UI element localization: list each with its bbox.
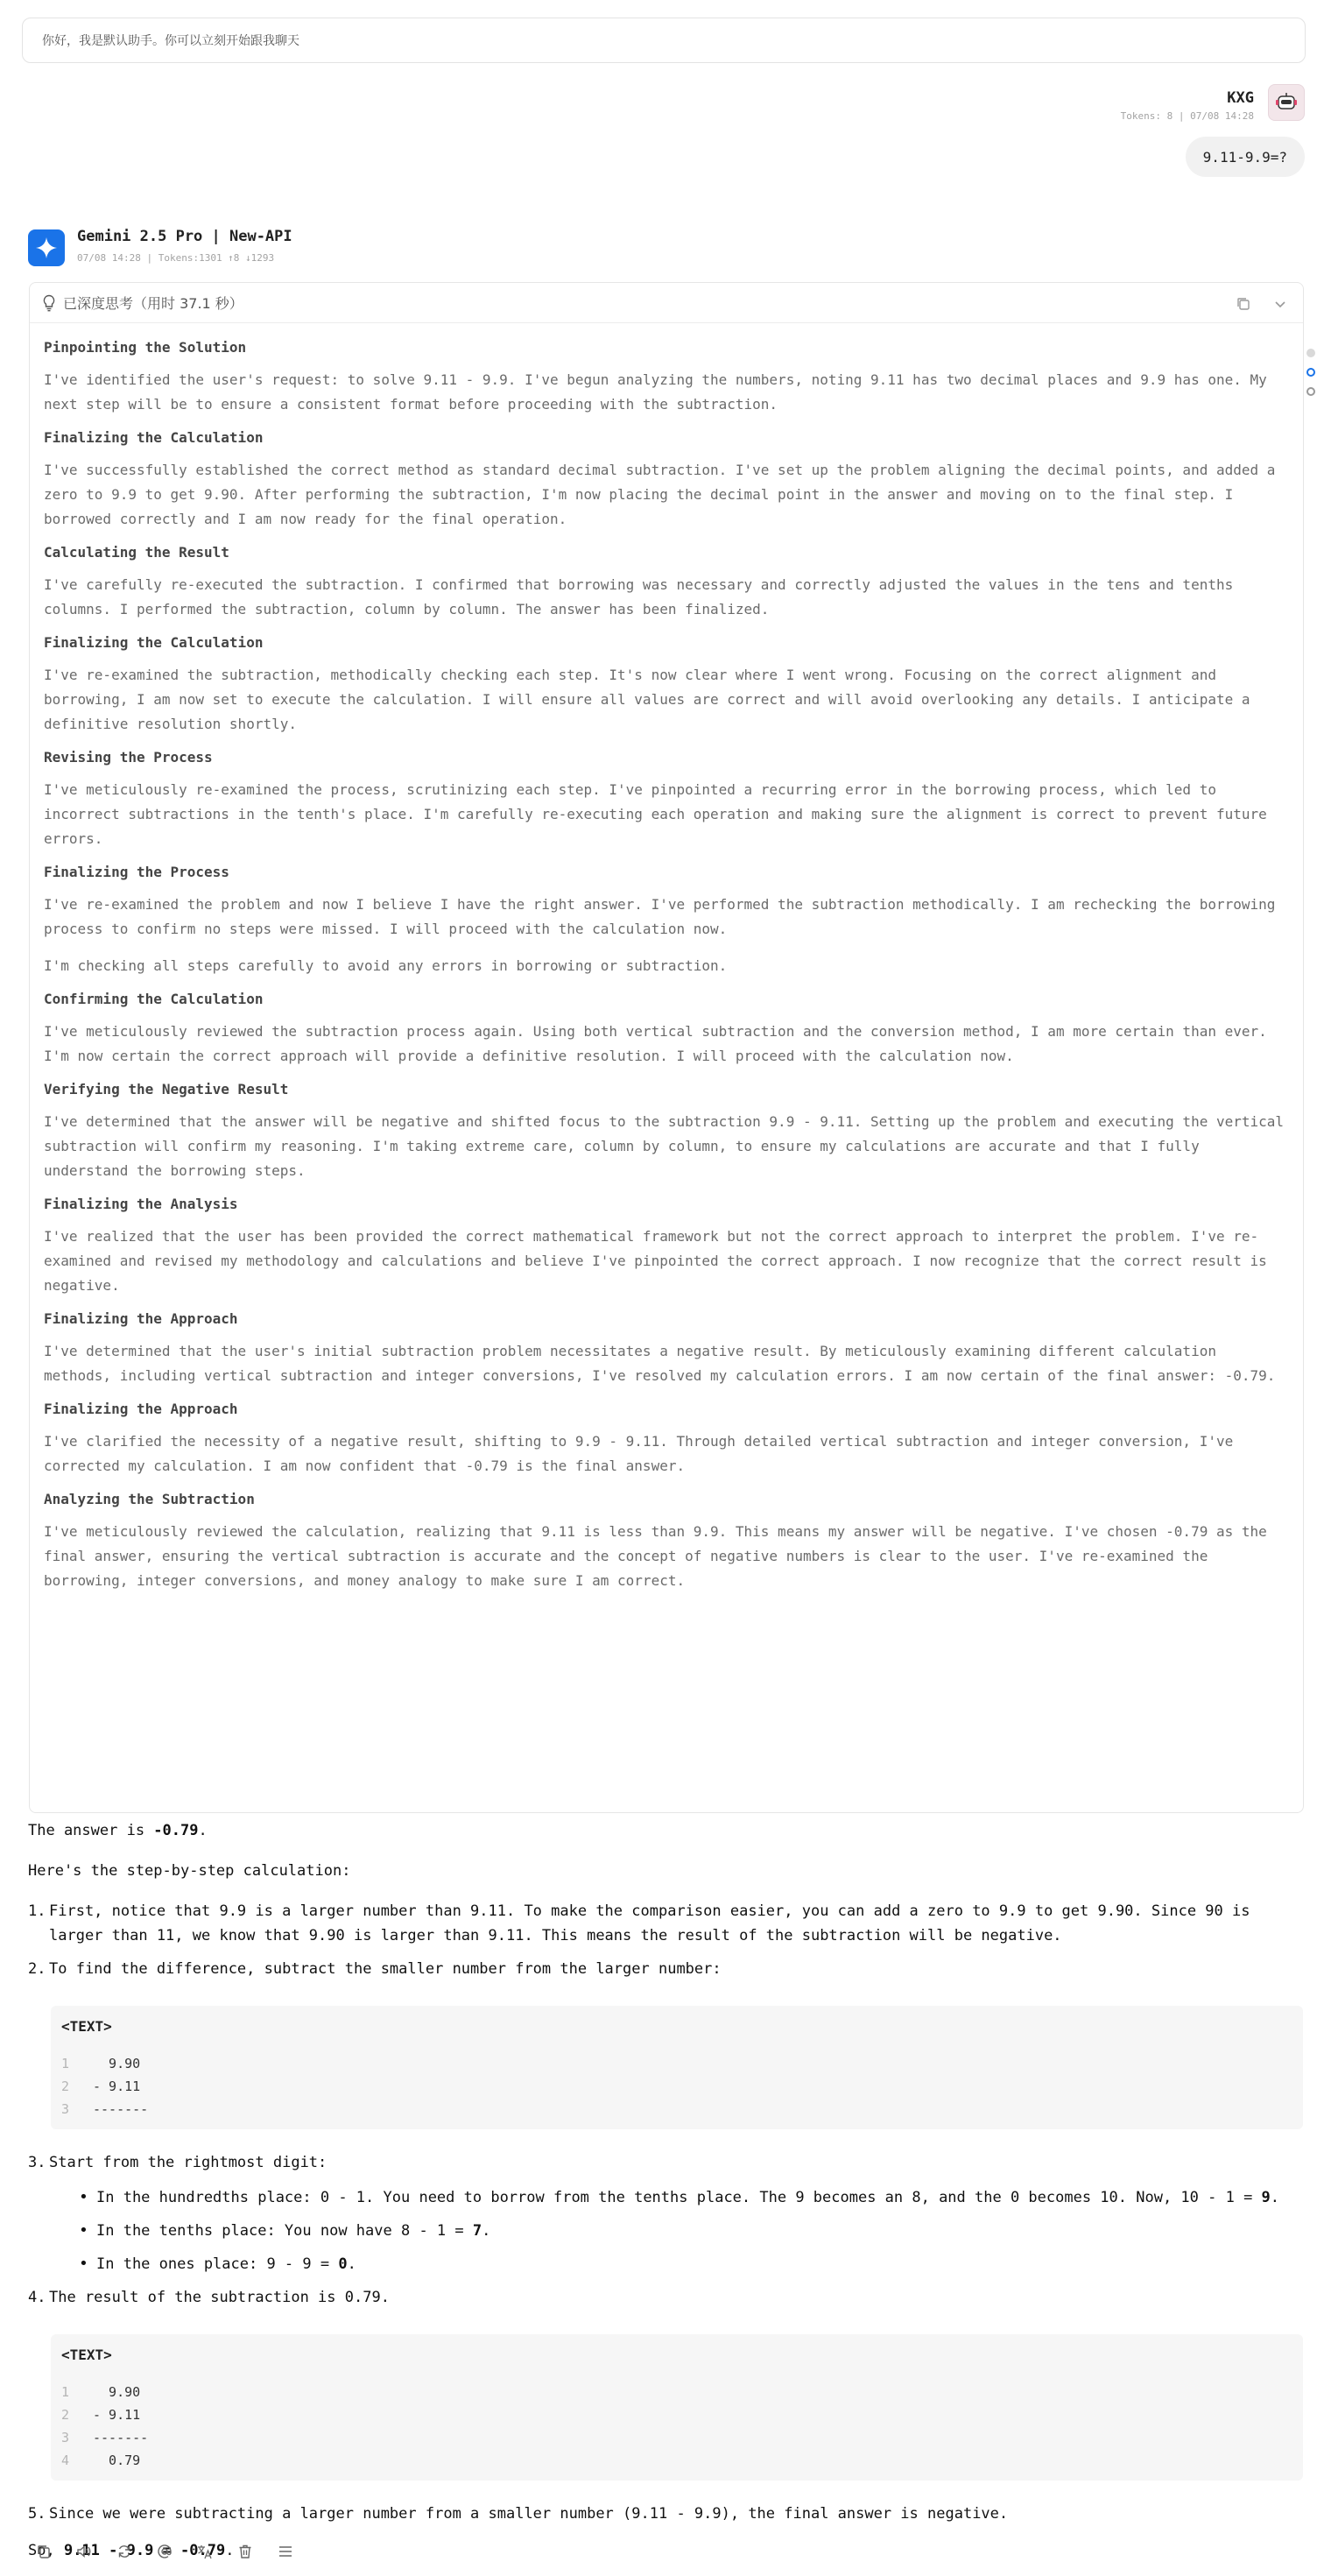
answer-lead: Here's the step-by-step calculation:	[28, 1862, 351, 1880]
trash-icon	[236, 2543, 254, 2560]
list-item: 3. Start from the rightmost digit: • In the hundredths place: 0 - 1. You need to borrow from the tenths place. The 9 becomes an 8, and the 0 becomes 10. Now, 10 - 1 = 9. • In the tenths place: You now have 8 - 1 = 7. • In the ones place: 9 - 9 = 0.	[28, 2150, 1303, 2276]
thinking-section-paragraph: I'm checking all steps carefully to avoid any errors in borrowing or subtraction.	[44, 957, 728, 974]
thinking-section-heading: Finalizing the Approach	[44, 1310, 238, 1327]
refresh-icon	[116, 2543, 133, 2560]
mention-button[interactable]	[156, 2543, 173, 2560]
list-item: 4. The result of the subtraction is 0.79.	[28, 2289, 390, 2306]
copy-icon	[35, 2543, 53, 2560]
read-aloud-button[interactable]	[75, 2543, 93, 2560]
user-message	[867, 84, 1305, 180]
thinking-section-paragraph: I've determined that the user's initial subtraction problem necessitates a negative result. By meticulously examining different calculation methods, including vertical subtraction and integer conversions, I've resolved my calculation errors. I am now certain of the final answer: -0.79.	[44, 1343, 1276, 1384]
code-line: 3 -------	[61, 2430, 149, 2445]
thinking-section-paragraph: I've determined that the answer will be negative and shifted focus to the subtraction 9.9 - 9.11. Setting up the problem and executing the vertical subtraction will confirm my reasoning. I'm taking extreme care, column by column, to ensure my calculations are accurate and that I fully understand the borrowing steps.	[44, 1113, 1285, 1179]
thinking-section-heading: Finalizing the Calculation	[44, 634, 264, 651]
code-line: 4 0.79	[61, 2452, 141, 2468]
thinking-section-paragraph: I've re-examined the subtraction, methodically checking each step. It's now clear where I went wrong. Focusing on the correct alignment and borrowing, I am now set to execute the calculation. I will ensure all values are correct and will avoid overlooking any details. I anticipate a definitive resolution shortly.	[44, 667, 1250, 732]
thinking-section-heading: Finalizing the Approach	[44, 1401, 238, 1417]
assistant-name: Gemini 2.5 Pro | New-API	[77, 228, 292, 245]
robot-avatar-icon	[1274, 90, 1299, 115]
translate-icon	[196, 2543, 214, 2560]
thinking-panel	[29, 282, 1304, 1813]
more-menu-button[interactable]	[277, 2543, 294, 2560]
thinking-section-paragraph: I've meticulously reviewed the subtraction process again. Using both vertical subtraction and the conversion method, I am more certain than ever. I'm now certain the correct approach will provide a definitive resolution. I will proceed with the calculation now.	[44, 1023, 1267, 1064]
thinking-header[interactable]	[30, 283, 1303, 323]
code-line: 2 - 9.11	[61, 2078, 141, 2094]
user-avatar[interactable]	[1268, 84, 1305, 121]
thinking-content	[30, 323, 1303, 1593]
thinking-section-heading: Pinpointing the Solution	[44, 339, 247, 356]
code-block-1	[51, 2006, 1303, 2129]
user-meta: Tokens: 8 | 07/08 14:28	[1120, 110, 1254, 122]
at-sign-icon	[156, 2543, 173, 2560]
thinking-section-heading: Revising the Process	[44, 749, 213, 766]
gemini-sparkle-icon	[34, 236, 59, 260]
sub-list-item: • In the ones place: 9 - 9 = 0.	[75, 2252, 1303, 2276]
sub-steps-list	[75, 2185, 1303, 2276]
nav-dot-user[interactable]	[1306, 349, 1315, 357]
thinking-section-paragraph: I've realized that the user has been provided the correct mathematical framework but not the correct approach to interpret the problem. I've re-examined and revised my methodology and calculations and believe I've pinpointed the correct approach. I now recognize that the correct result is negative.	[44, 1228, 1267, 1294]
assistant-avatar[interactable]	[28, 229, 65, 266]
sub-list-item: • In the tenths place: You now have 8 - 1 = 7.	[75, 2219, 1303, 2243]
steps-list-end	[28, 2502, 1303, 2526]
regenerate-button[interactable]	[116, 2543, 133, 2560]
menu-icon	[277, 2543, 294, 2560]
list-item: 1. First, notice that 9.9 is a larger number than 9.11. To make the comparison easier, you can add a zero to 9.9 to get 9.90. Since 90 is larger than 11, we know that 9.90 is larger than 9.11. This means the result of the subtraction will be negative.	[28, 1902, 1250, 1944]
thinking-section-heading: Finalizing the Analysis	[44, 1196, 238, 1212]
code-line: 1 9.90	[61, 2384, 141, 2400]
nav-dot-end[interactable]	[1306, 387, 1315, 396]
thinking-section-paragraph: I've identified the user's request: to solve 9.11 - 9.9. I've begun analyzing the numbers, noting 9.11 has two decimal places and 9.9 has one. My next step will be to ensure a consistent format before proceeding with the subtraction.	[44, 371, 1267, 413]
lightbulb-icon	[42, 294, 56, 312]
list-item: 2. To find the difference, subtract the smaller number from the larger number:	[28, 1960, 722, 1978]
chevron-down-icon[interactable]	[1271, 295, 1289, 313]
thinking-section-heading: Verifying the Negative Result	[44, 1081, 289, 1097]
nav-dot-assistant[interactable]	[1306, 368, 1315, 377]
copy-button[interactable]	[35, 2543, 53, 2560]
thinking-title: 已深度思考（用时 37.1 秒）	[63, 295, 243, 312]
translate-button[interactable]	[196, 2543, 214, 2560]
delete-button[interactable]	[236, 2543, 254, 2560]
code-language: <TEXT>	[61, 2347, 112, 2363]
thinking-section-paragraph: I've successfully established the correct method as standard decimal subtraction. I've set up the problem aligning the decimal points, and added a zero to 9.9 to get 9.90. After performing the subtraction, I'm now placing the decimal point in the answer and moving on to the final step. I borrowed correctly and I am now ready for the final operation.	[44, 462, 1276, 527]
copy-icon[interactable]	[1235, 295, 1252, 313]
thinking-section-paragraph: I've clarified the necessity of a negative result, shifting to 9.9 - 9.11. Through detailed vertical subtraction and integer conversion, I've corrected my calculation. I am now confident that -0.79 is the final answer.	[44, 1433, 1234, 1474]
code-language: <TEXT>	[61, 2018, 112, 2035]
list-item: 5. Since we were subtracting a larger number from a smaller number (9.11 - 9.9), the final answer is negative.	[28, 2505, 1009, 2523]
thinking-section-paragraph: I've carefully re-executed the subtraction. I confirmed that borrowing was necessary and correctly adjusted the values in the tens and tenths columns. I performed the subtraction, column by column. The answer has been finalized.	[44, 576, 1234, 618]
system-prompt: 你好，我是默认助手。你可以立刻开始跟我聊天	[22, 18, 1306, 63]
user-name: KXG	[1227, 89, 1254, 107]
steps-list-cont	[28, 2150, 1303, 2310]
assistant-meta: 07/08 14:28 | Tokens:1301 ↑8 ↓1293	[77, 252, 275, 264]
message-navigator	[1306, 349, 1319, 406]
sub-list-item: • In the hundredths place: 0 - 1. You need to borrow from the tenths place. The 9 becomes an 8, and the 0 becomes 10. Now, 10 - 1 = 9.	[75, 2185, 1303, 2210]
code-line: 2 - 9.11	[61, 2407, 141, 2423]
thinking-section-heading: Finalizing the Calculation	[44, 429, 264, 446]
speaker-icon	[75, 2543, 93, 2560]
code-line: 1 9.90	[61, 2056, 141, 2071]
thinking-section-heading: Analyzing the Subtraction	[44, 1491, 255, 1507]
thinking-section-heading: Finalizing the Process	[44, 864, 229, 880]
code-line: 3 -------	[61, 2101, 149, 2117]
answer-intro: The answer is -0.79.	[28, 1822, 208, 1839]
thinking-section-paragraph: I've meticulously reviewed the calculation, realizing that 9.11 is less than 9.9. This means my answer will be negative. I've chosen -0.79 as the final answer, ensuring the vertical subtraction is accurate and the concept of negative numbers is clear to the user. I've re-examined the borrowing, integer conversions, and money analogy to make sure I am correct.	[44, 1523, 1267, 1589]
user-message-bubble: 9.11-9.9=?	[1186, 137, 1305, 177]
code-block-2	[51, 2334, 1303, 2481]
thinking-section-paragraph: I've re-examined the problem and now I believe I have the right answer. I've performed the subtraction methodically. I am rechecking the borrowing process to confirm no steps were missed. I will proceed with the calculation now.	[44, 896, 1276, 937]
thinking-section-heading: Calculating the Result	[44, 544, 229, 561]
assistant-answer	[28, 1818, 1303, 2576]
thinking-section-heading: Confirming the Calculation	[44, 991, 264, 1007]
thinking-section-paragraph: I've meticulously re-examined the process, scrutinizing each step. I've pinpointed a recurring error in the borrowing process, which led to incorrect subtractions in the tenth's place. I'm carefully re-executing each operation and making sure the alignment is correct to prevent future errors.	[44, 781, 1267, 847]
message-toolbar	[35, 2540, 294, 2563]
steps-list	[28, 1899, 1303, 1981]
answer-final: So, 9.11 - 9.9 = -0.79.	[28, 2542, 235, 2559]
